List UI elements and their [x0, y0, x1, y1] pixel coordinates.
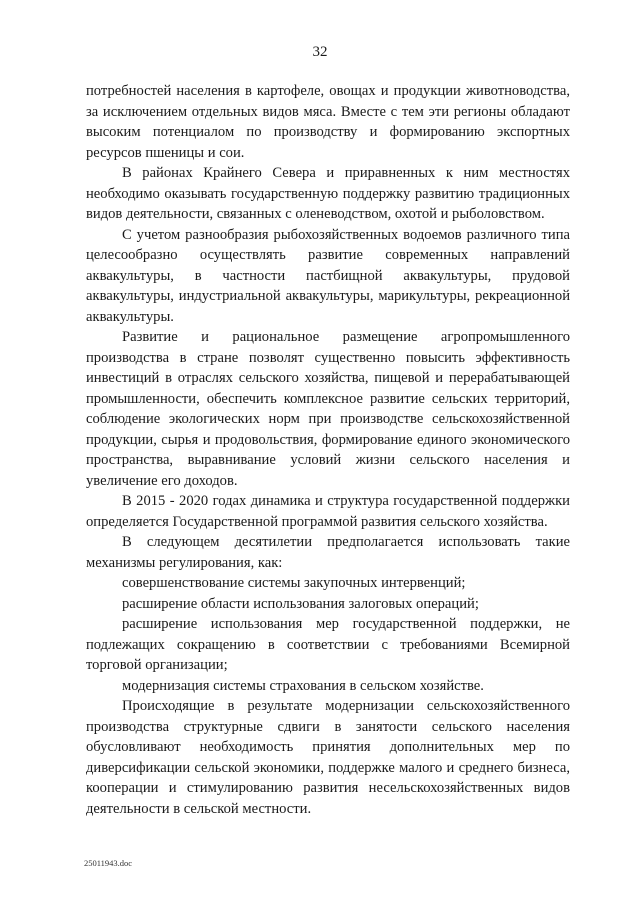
- paragraph-continued: потребностей населения в картофеле, овощах и продукции животноводства, за исключением отдельных видов мяса. Вместе с тем эти регионы обладают высоким потенциалом по производству и формированию экспортных ресурсов пшеницы и сои.: [86, 83, 570, 161]
- list-item-collateral: расширение области использования залоговых операций;: [122, 595, 479, 612]
- footer-filename: 25011943.doc: [84, 858, 133, 868]
- paragraph-diversification: Происходящие в результате модернизации сельскохозяйственного производства структурные сдвиги в занятости сельского населения обусловливают необходимость принятия дополнительных мер по диверсификации сельской экономики, поддержке малого и среднего бизнеса, кооперации и стимулированию развития несельскохозяйственных видов деятельности в сельской местности.: [86, 698, 570, 817]
- paragraph-state-support: В 2015 - 2020 годах динамика и структура государственной поддержки определяется Государственной программой развития сельского хозяйства.: [86, 493, 570, 530]
- paragraph-agro-development: Развитие и рациональное размещение агропромышленного производства в стране позволят существенно повысить эффективность инвестиций в отраслях сельского хозяйства, пищевой и перерабатывающей промышленности, обеспечить комплексное развитие сельских территорий, соблюдение экологических норм при производстве сельскохозяйственной продукции, сырья и продовольствия, формирование единого экономического пространства, выравнивание условий жизни сельского населения и увеличение его доходов.: [86, 329, 570, 489]
- page-number: 32: [312, 44, 328, 60]
- paragraph-far-north: В районах Крайнего Севера и приравненных к ним местностях необходимо оказывать государственную поддержку развитию традиционных видов деятельности, связанных с оленеводством, охотой и рыболовством.: [86, 165, 570, 222]
- list-item-insurance: модернизация системы страхования в сельском хозяйстве.: [122, 677, 484, 694]
- list-item-interventions: совершенствование системы закупочных интервенций;: [122, 575, 466, 591]
- document-body: [86, 81, 570, 819]
- list-item-support-measures: расширение использования мер государственной поддержки, не подлежащих сокращению в соответствии с требованиями Всемирной торговой организации;: [86, 616, 570, 673]
- paragraph-mechanisms-intro: В следующем десятилетии предполагается использовать такие механизмы регулирования, как:: [86, 534, 570, 571]
- paragraph-aquaculture: С учетом разнообразия рыбохозяйственных водоемов различного типа целесообразно осуществлять развитие современных направлений аквакультуры, в частности пастбищной аквакультуры, прудовой аквакультуры, индустриальной аквакультуры, марикультуры, рекреационной аквакультуры.: [86, 226, 570, 325]
